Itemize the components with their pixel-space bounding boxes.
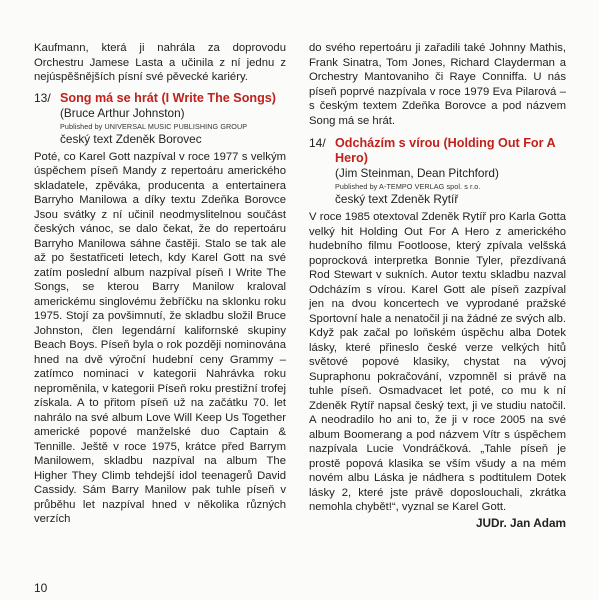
left-column	[34, 41, 286, 527]
track-14-publisher: Published by A-TEMPO VERLAG spol. s r.o.	[335, 182, 481, 191]
author-signature: JUDr. Jan Adam	[475, 515, 566, 530]
right-intro-paragraph: do svého repertoáru ji zařadili také Johnny Mathis, Frank Sinatra, Tom Jones, Richard Clayderman a Orchestry Mantovaniho či Raye Conniffa. U nás píseň poprvé nazpívala v roce 1979 Eva Pilarová – s českým textem Zdeňka Borovce a pod názvem Song má se hrát.	[309, 42, 566, 127]
track-13-lyrics-credit: český text Zdeněk Borovec	[60, 131, 202, 146]
track-13	[34, 91, 286, 147]
track-13-number: 13/	[34, 90, 51, 105]
track-14-title: Odcházím s vírou (Holding Out For A Hero)	[335, 136, 556, 165]
track-13-publisher: Published by UNIVERSAL MUSIC PUBLISHING GROUP	[60, 121, 248, 131]
track-14-header	[309, 136, 566, 166]
left-intro-paragraph: Kaufmann, která ji nahrála za doprovodu Orchestru Jamese Lasta a učinila z ní jednu z nejúspěšnějších písní své pěvecké kariéry.	[34, 42, 286, 83]
track-14-number: 14/	[309, 136, 326, 150]
track-14	[309, 136, 566, 207]
track-14-credits	[335, 166, 566, 207]
right-body-paragraph: V roce 1985 otextoval Zdeněk Rytíř pro Karla Gotta velký hit Holding Out For A Hero z amerického hudebního filmu Footloose, který zpívala velšská poprocková interpretka Bonnie Tyler, přezdívaná Rod Stewart v sukních. Autor textu skladbu nazval Odcházím s vírou. Karel Gott ale píseň zazpíval jen na dvou koncertech ve vyprodané pražské Sportovní hale a nenatočil ji na žádné ze svých alb. Když pak začal po loňském úspěchu alba Dotek lásky, které přineslo české verze velkých hitů světové popové klasiky, chystat na vývoj Supraphonu pokračování, vzpomněl si právě na tuhle píseň. Osmadvacet let poté, co mu k ní Zdeněk Rytíř napsal český text, ji ve studiu natočil. A neodradilo ho ani to, že ji v roce 2005 na své album Boomerang a pod názvem Vítr s úspěchem nazpívala Lucie Vondráčková. „Tahle píseň je prostě popová klasika se vším všudy a na mém novém albu Láska je nádhera s podtitulem Dotek lásky 2, které jste právě doposlouchali, zkrátka nemohla chybět!“, vyznal se Karel Gott.	[309, 211, 566, 513]
right-column	[309, 41, 566, 531]
track-14-authors: (Jim Steinman, Dean Pitchford)	[335, 166, 499, 180]
track-13-title: Song má se hrát (I Write The Songs)	[60, 90, 276, 105]
track-13-header	[34, 91, 286, 106]
left-body-paragraph: Poté, co Karel Gott nazpíval v roce 1977 s velkým úspěchem píseň Mandy z repertoáru amerického skladatele, zpěváka, producenta a entertainera Barryho Manilowa a díky textu Zdeňka Borovce Jsou svátky z ní učinil neodmyslitelnou součást českých vánoc, se dalo čekat, že do repertoáru Barryho Manilowa sáhne častěji. Stalo se tak ale až po šestatřiceti letech, kdy Karel Gott na své zatím poslední album nazpíval píseň I Write The Songs, se kterou Barry Manilow kraloval americkému singlovému žebříčku na sklonku roku 1975. Stojí za povšimnutí, že skladbu složil Bruce Johnston, člen legendární kalifornské skupiny Beach Boys. Píseň byla o rok později nominována hned na dvě výroční hudební ceny Grammy – zatímco nominaci v kategorii Nahrávka roku neproměnila, v kategorii Píseň roku prestižní trofej získala. A to přitom píseň už na začátku 70. let nahrálo na své album Love Will Keep Us Together americké popové manželské duo Captain & Tennille. Ještě v roce 1975, krátce před Barrym Manilowem, skladbu nazpíval na album The Higher They Climb tehdejší idol teenagerů David Cassidy. Sám Barry Manilow pak tuhle píseň v průběhu let nazpíval hned v několika různých verzích	[34, 150, 286, 525]
page-number: 10	[34, 581, 48, 595]
track-13-authors: (Bruce Arthur Johnston)	[60, 105, 185, 120]
track-14-lyrics-credit: český text Zdeněk Rytíř	[335, 192, 459, 206]
track-13-credits	[60, 106, 286, 147]
